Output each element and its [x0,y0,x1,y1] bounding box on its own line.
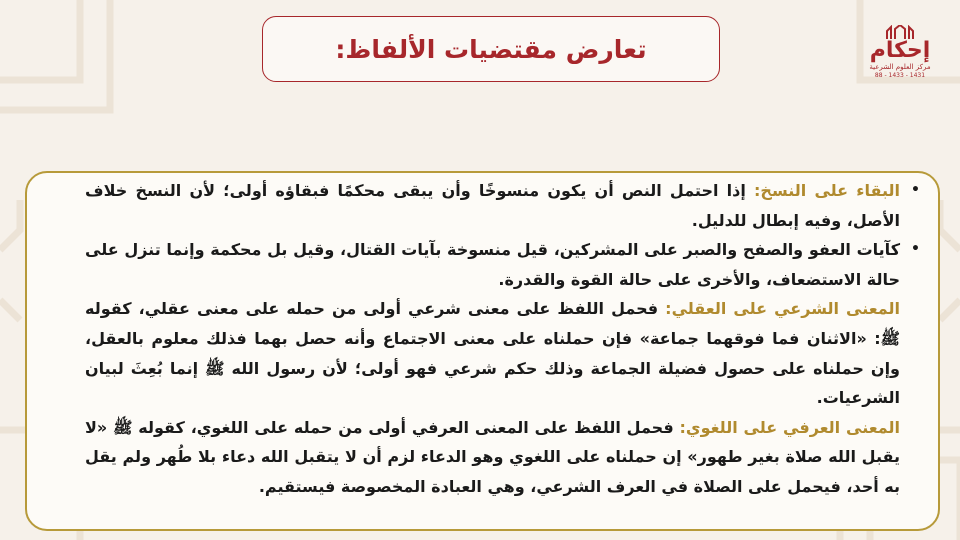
content-body [85,176,924,502]
bullet: • [911,241,920,258]
item-text: إذا احتمل النص أن يكون منسوخًا وأن يبقى محكمًا فبقاؤه أولى؛ لأن النسخ خلاف الأصل، وفيه إبطال للدليل. [85,181,900,230]
list-item [85,176,924,235]
arch-building-icon [885,25,915,39]
logo [850,25,950,95]
bullet: • [911,182,920,198]
logo-subtitle: مركز العلوم الشرعية [869,63,931,71]
slide-title: تعارض مقتضيات الألفاظ: [335,34,647,64]
list-item [85,413,924,502]
item-text: فحمل اللفظ على المعنى العرفي أولى من حمله على اللغوي، كقوله ﷺ «لا يقبل الله صلاة بغير طهور» إن حملناه على اللغوي وهو الدعاء لزم أن لا يتقبل الله دعاء بلا طُهر ولم يقل به أحد، فيحمل على الصلاة في العرف الشرعي، وهي العبادة المخصوصة فيستقيم. [85,417,900,496]
item-heading: المعنى العرفي على اللغوي: [679,417,900,437]
item-heading: البقاء على النسخ: [754,181,901,200]
logo-wordmark: إحكام [869,38,931,63]
item-text: فحمل اللفظ على معنى شرعي أولى من حمله على معنى عقلي، كقوله ﷺ: «الاثنان فما فوقهما جماعة» فإن حملناه على معنى الاجتماع وأنه حصل بهما فذلك معلوم بالعقل، وإن حملناه على حصول فضيلة الجماعة وذلك حكم شرعي فهو أولى؛ لأن رسول الله ﷺ إنما بُعِثَ لبيان الشرعيات. [85,299,900,408]
list-item [85,235,924,294]
content-box [25,171,940,531]
item-text: كآيات العفو والصفح والصبر على المشركين، قيل منسوخة بآيات القتال، وقيل بل محكمة وإنما تنزل على حالة الاستضعاف، والأخرى على حالة القوة والقدرة. [85,240,900,289]
item-heading: المعنى الشرعي على العقلي: [665,299,900,319]
logo-subtitle-2: 1431 - 1433 - 88 [874,72,926,79]
list-item [85,294,924,412]
title-box [262,16,720,82]
